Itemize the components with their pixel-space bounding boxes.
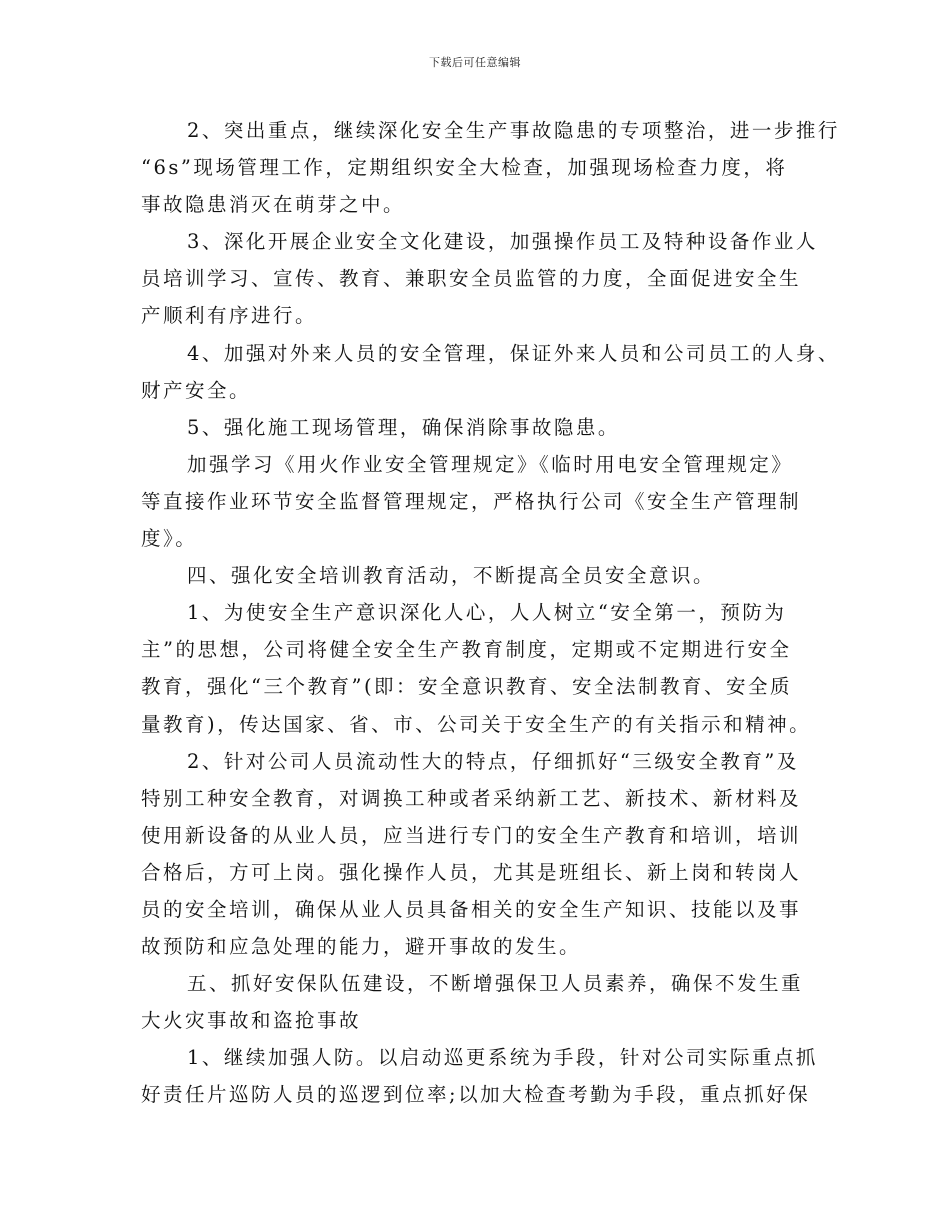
paragraph	[141, 1039, 841, 1113]
text-line: 员的安全培训，确保从业人员具备相关的安全生产知识、技能以及事	[141, 897, 802, 921]
text-line: 事故隐患消灭在萌芽之中。	[141, 193, 406, 217]
text-line: 财产安全。	[141, 378, 252, 402]
paragraph	[141, 223, 841, 334]
text-line: 主”的思想，公司将健全安全生产教育制度，定期或不定期进行安全	[141, 638, 792, 662]
paragraph	[141, 335, 841, 409]
text-line: 教育，强化“三个教育”(即：安全意识教育、安全法制教育、安全质	[141, 675, 793, 699]
text-line: 2、突出重点，继续深化安全生产事故隐患的专项整治，进一步推行	[187, 119, 840, 142]
paragraph	[141, 743, 841, 966]
text-line: 度》。	[141, 527, 198, 551]
text-line: 使用新设备的从业人员，应当进行专门的安全生产教育和培训，培训	[141, 823, 802, 847]
text-line: 故预防和应急处理的能力，避开事故的发生。	[141, 935, 582, 959]
text-line: 5、强化施工现场管理，确保消除事故隐患。	[187, 415, 620, 439]
text-line: 等直接作业环节安全监督管理规定，严格执行公司《安全生产管理制	[141, 489, 802, 513]
page-header: 下载后可任意编辑	[429, 56, 521, 69]
text-line: 2、针对公司人员流动性大的特点，仔细抓好“三级安全教育”及	[187, 749, 799, 773]
text-line: “6s”现场管理工作，定期组织安全大检查，加强现场检查力度，将	[141, 156, 788, 180]
document-body	[141, 112, 841, 1114]
text-line: 1、继续加强人防。以启动巡更系统为手段，针对公司实际重点抓	[187, 1046, 818, 1070]
text-line: 大火灾事故和盗抢事故	[141, 1009, 362, 1033]
text-line: 量教育)，传达国家、省、市、公司关于安全生产的有关指示和精神。	[141, 712, 812, 736]
text-line: 3、深化开展企业安全文化建设，加强操作员工及特种设备作业人	[187, 230, 818, 254]
text-line: 好责任片巡防人员的巡逻到位率;以加大检查考勤为手段，重点抓好保	[141, 1083, 811, 1107]
text-line: 特别工种安全教育，对调换工种或者采纳新工艺、新技术、新材料及	[141, 786, 802, 810]
paragraph	[141, 112, 841, 223]
text-line: 四、强化安全培训教育活动，不断提高全员安全意识。	[187, 564, 716, 588]
text-line: 1、为使安全生产意识深化人心，人人树立“安全第一，预防为	[187, 601, 787, 625]
text-line: 员培训学习、宣传、教育、兼职安全员监管的力度，全面促进安全生	[141, 267, 802, 291]
text-line: 加强学习《用火作业安全管理规定》《临时用电安全管理规定》	[187, 452, 794, 476]
section-heading	[141, 557, 841, 594]
text-line: 4、加强对外来人员的安全管理，保证外来人员和公司员工的人身、	[187, 341, 840, 365]
text-line: 五、抓好安保队伍建设，不断增强保卫人员素养，确保不发生重	[187, 972, 804, 996]
paragraph	[141, 446, 841, 557]
text-line: 产顺利有序进行。	[141, 304, 318, 328]
section-heading	[141, 965, 841, 1039]
text-line: 合格后，方可上岗。强化操作人员，尤其是班组长、新上岗和转岗人	[141, 860, 802, 884]
paragraph	[141, 594, 841, 742]
paragraph	[141, 409, 841, 446]
